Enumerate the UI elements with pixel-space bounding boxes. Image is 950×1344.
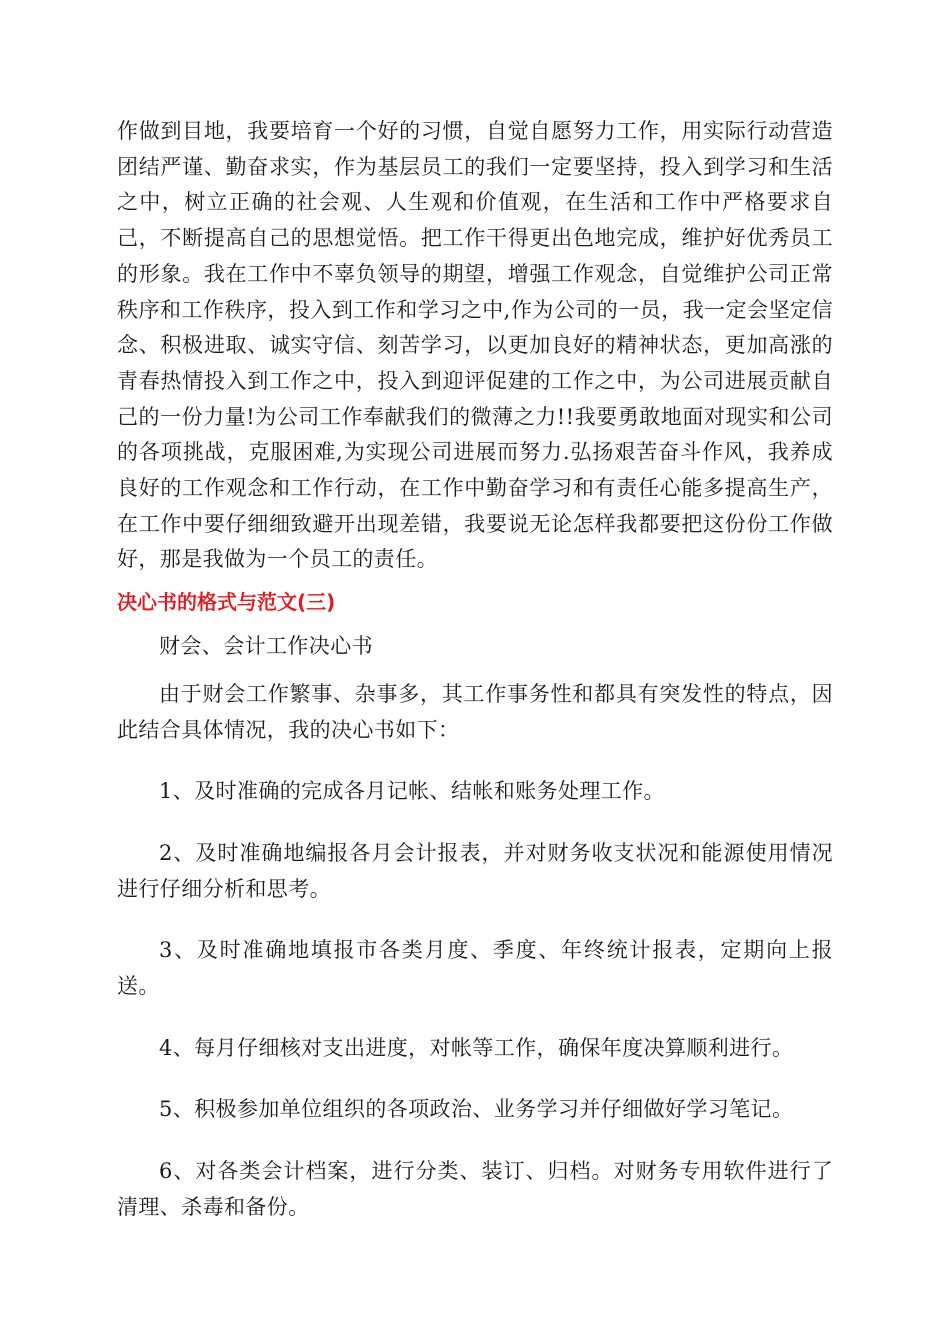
list-item: 6、对各类会计档案，进行分类、装订、归档。对财务专用软件进行了清理、杀毒和备份。 — [117, 1159, 833, 1219]
intro-paragraph: 由于财会工作繁事、杂事多，其工作事务性和都具有突发性的特点，因此结合具体情况，我的决心书如下： — [117, 681, 833, 742]
document-page — [117, 114, 833, 1226]
list-item: 5、积极参加单位组织的各项政治、业务学习并仔细做好学习笔记。 — [159, 1097, 794, 1122]
list-item: 3、及时准确地填报市各类月度、季度、年终统计报表，定期向上报送。 — [117, 938, 833, 999]
subtitle: 财会、会计工作决心书 — [159, 634, 373, 659]
list-item: 1、及时准确的完成各月记帐、结帐和账务处理工作。 — [159, 779, 665, 804]
section-heading: 决心书的格式与范文(三) — [117, 590, 336, 615]
list-item: 2、及时准确地编报各月会计报表，并对财务收支状况和能源使用情况进行仔细分析和思考。 — [117, 840, 833, 901]
continuation-paragraph: 作做到目地，我要培育一个好的习惯，自觉自愿努力工作，用实际行动营造团结严谨、勤奋求实，作为基层员工的我们一定要坚持，投入到学习和生活之中，树立正确的社会观、人生观和价值观，在生活和工作中严格要求自己，不断提高自己的思想觉悟。把工作干得更出色地完成，维护好优秀员工的形象。我在工作中不辜负领导的期望，增强工作观念，自觉维护公司正常秩序和工作秩序，投入到工作和学习之中,作为公司的一员，我一定会坚定信念、积极进取、诚实守信、刻苦学习，以更加良好的精神状态，更加高涨的青春热情投入到工作之中，投入到迎评促建的工作之中，为公司进展贡献自己的一份力量!为公司工作奉献我们的微薄之力!!我要勇敢地面对现实和公司的各项挑战，克服困难,为实现公司进展而努力.弘扬艰苦奋斗作风，我养成良好的工作观念和工作行动，在工作中勤奋学习和有责任心能多提高生产，在工作中要仔细细致避开出现差错，我要说无论怎样我都要把这份份工作做好，那是我做为一个员工的责任。 — [117, 119, 833, 572]
list-item: 4、每月仔细核对支出进度，对帐等工作，确保年度决算顺利进行。 — [159, 1035, 794, 1060]
